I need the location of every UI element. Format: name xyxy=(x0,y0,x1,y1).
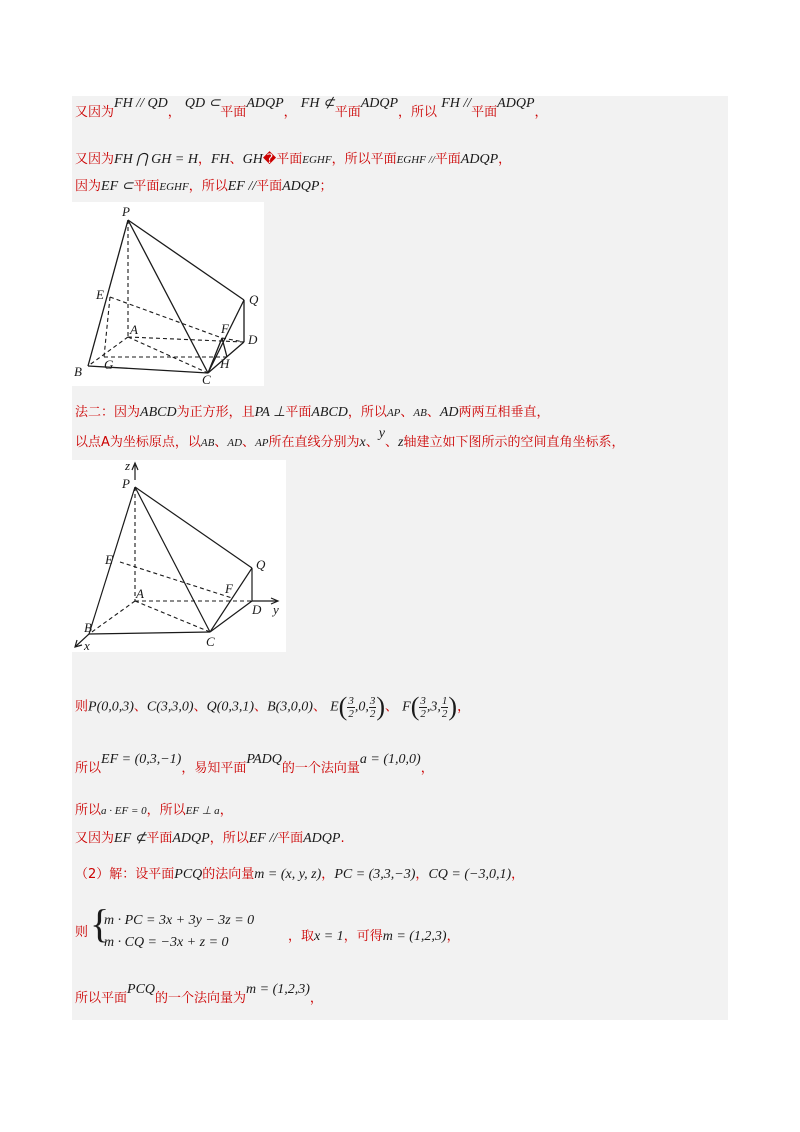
denominator: 2 xyxy=(348,707,354,720)
label-E: E xyxy=(96,287,104,302)
label-F: F xyxy=(225,581,233,596)
text: ，所以 xyxy=(347,405,387,420)
math: ,3, xyxy=(426,699,441,715)
math: ADQP xyxy=(497,96,535,111)
label-P: P xyxy=(122,476,130,491)
math: AP xyxy=(386,407,401,419)
math: EF // xyxy=(227,179,257,194)
text: （2）解：设平面 xyxy=(75,867,175,882)
math: E xyxy=(330,699,339,715)
label-B: B xyxy=(74,364,82,379)
text: ，所以 xyxy=(209,831,249,846)
text: 的一个法向量 xyxy=(281,761,360,776)
label-y: y xyxy=(273,602,279,617)
text: 、 xyxy=(365,435,379,450)
edge-AC xyxy=(135,601,210,632)
system-eq-1 xyxy=(104,912,254,930)
math: x xyxy=(359,435,366,450)
label-Q: Q xyxy=(249,292,259,307)
text: 所以平面 xyxy=(75,991,128,1006)
figure-1 xyxy=(72,202,264,386)
text: 、 xyxy=(254,699,268,715)
text: ，易知平面 xyxy=(181,761,247,776)
math: ADQP xyxy=(360,96,399,111)
math: FH // QD xyxy=(114,96,168,111)
label-P: P xyxy=(122,204,130,219)
math: FH // xyxy=(441,96,472,111)
fraction xyxy=(347,695,355,720)
math: PC = (3,3,−3) xyxy=(334,867,416,882)
text: ， xyxy=(498,152,512,167)
text: 两两互相垂直， xyxy=(458,405,550,420)
math: AD xyxy=(439,405,459,420)
math: P(0,0,3) xyxy=(88,699,134,715)
label-A: A xyxy=(136,586,144,601)
label-C: C xyxy=(202,372,211,386)
math: EGHF // xyxy=(396,154,435,166)
numerator: 3 xyxy=(369,694,376,707)
text: ， xyxy=(457,699,471,715)
equation-1: m · PC = 3x + 3y − 3z = 0 xyxy=(104,913,255,928)
text: ； xyxy=(319,179,333,194)
text: ， xyxy=(420,761,434,776)
line-4 xyxy=(75,404,550,422)
label-A: A xyxy=(130,322,138,337)
math: QD ⊂ xyxy=(184,96,221,111)
edge-AC xyxy=(128,337,208,373)
edge-PQ xyxy=(135,487,252,568)
line-2 xyxy=(75,151,511,169)
text: 则 xyxy=(75,699,89,715)
math: m = (x, y, z) xyxy=(254,867,322,882)
line-5 xyxy=(75,426,625,452)
coordinate-diagram xyxy=(72,460,286,652)
text: 平面 xyxy=(471,105,498,120)
denominator: 2 xyxy=(441,707,448,720)
text: 轴建立如下图所示的空间直角坐标系， xyxy=(403,435,625,450)
math: PCQ xyxy=(127,982,156,997)
text: . xyxy=(340,831,345,846)
edge-AB xyxy=(89,601,135,634)
math: ,0, xyxy=(354,699,369,715)
text: 、 xyxy=(400,405,414,420)
edge-PC xyxy=(128,220,208,373)
math: PADQ xyxy=(246,752,282,767)
math: x = 1 xyxy=(314,929,344,944)
system-brace: { xyxy=(90,901,110,946)
math: C(3,3,0) xyxy=(146,699,194,715)
text: 平面 xyxy=(146,831,173,846)
label-C: C xyxy=(206,634,215,649)
text: 平面 xyxy=(434,152,461,167)
text: 、 xyxy=(312,699,326,715)
denominator: 2 xyxy=(369,707,376,720)
math: z xyxy=(398,435,404,450)
paren: ( xyxy=(338,692,348,721)
label-z: z xyxy=(125,460,131,473)
text: �平面 xyxy=(262,152,303,167)
math: AB xyxy=(413,407,427,419)
text: 、 xyxy=(193,699,207,715)
text: 的法向量 xyxy=(202,867,255,882)
text: 平面 xyxy=(133,179,160,194)
numerator: 1 xyxy=(441,694,448,707)
edge-PC xyxy=(135,487,210,632)
text: ，所以平面 xyxy=(331,152,397,167)
text: 平面 xyxy=(285,405,312,420)
text: ，所以 xyxy=(146,803,186,818)
text: ， xyxy=(219,803,233,818)
math: AD xyxy=(227,437,243,449)
text: 平面 xyxy=(220,105,247,120)
math: a = (1,0,0) xyxy=(359,752,421,767)
math: ADQP xyxy=(172,831,210,846)
text: 以点A为坐标原点，以 xyxy=(75,435,201,450)
math: F xyxy=(402,699,411,715)
math: y xyxy=(378,426,385,441)
paren: ) xyxy=(376,692,386,721)
edge-PB xyxy=(88,220,128,366)
label-G: G xyxy=(104,357,114,372)
math: a · EF = 0 xyxy=(101,805,147,817)
fraction xyxy=(419,695,427,720)
edge-CD xyxy=(210,601,252,632)
math: EF ⊂ xyxy=(101,179,134,194)
math: EF = (0,3,−1) xyxy=(101,752,182,767)
text: 、 xyxy=(229,152,243,167)
line-9 xyxy=(75,830,345,848)
line-11-suffix xyxy=(288,928,460,946)
math: m = (1,2,3) xyxy=(382,929,447,944)
text: ，所以 xyxy=(188,179,228,194)
line-12 xyxy=(75,982,323,1008)
figure-2 xyxy=(72,460,286,652)
label-x: x xyxy=(84,638,90,652)
math: Q(0,3,1) xyxy=(206,699,255,715)
edge-AD xyxy=(128,337,244,342)
numerator: 3 xyxy=(348,694,354,707)
text: 又因为 xyxy=(75,831,115,846)
line-6 xyxy=(75,690,470,725)
label-D: D xyxy=(248,332,258,347)
text: ， xyxy=(309,991,323,1006)
text: 、 xyxy=(384,435,398,450)
paren: ( xyxy=(410,692,420,721)
text: 平面 xyxy=(334,105,361,120)
text: 平面 xyxy=(256,179,283,194)
math: FH xyxy=(210,152,230,167)
math: m = (1,2,3) xyxy=(246,982,310,997)
text: 、 xyxy=(426,405,440,420)
math: AB xyxy=(200,437,215,449)
text: 法二：因为 xyxy=(75,405,141,420)
math: ABCD xyxy=(140,405,177,420)
label-D: D xyxy=(252,602,262,617)
edge-PQ xyxy=(128,220,244,300)
math: ADQP xyxy=(303,831,341,846)
geometry-diagram-1 xyxy=(72,202,264,386)
numerator: 3 xyxy=(420,694,426,707)
math: PA ⊥ xyxy=(254,405,286,420)
text: 所在直线分别为 xyxy=(268,435,360,450)
system-eq-2 xyxy=(104,934,229,952)
paren: ) xyxy=(448,692,458,721)
text: 、 xyxy=(133,699,147,715)
text: 所以 xyxy=(75,803,102,818)
text: 、 xyxy=(214,435,228,450)
edge-QC xyxy=(210,568,252,632)
edge-EF xyxy=(110,297,222,338)
text: 则 xyxy=(75,925,89,940)
math: EF ⊄ xyxy=(114,831,147,846)
math: CQ = (−3,0,1) xyxy=(428,867,512,882)
text: ， xyxy=(415,867,429,882)
text: ，所以 xyxy=(398,105,438,120)
math: B(3,0,0) xyxy=(267,699,313,715)
label-F: F xyxy=(221,321,229,336)
label-E: E xyxy=(105,552,113,567)
math: EGHF xyxy=(302,154,332,166)
math: ADQP xyxy=(246,96,284,111)
math: GH xyxy=(242,152,263,167)
math: PCQ xyxy=(174,867,203,882)
text: 所以 xyxy=(75,761,102,776)
math: FH ⊄ xyxy=(300,96,335,111)
text: 平面 xyxy=(277,831,304,846)
line-8 xyxy=(75,802,233,820)
text: 因为 xyxy=(75,179,102,194)
math: EF // xyxy=(248,831,278,846)
denominator: 2 xyxy=(420,707,426,720)
math: ADQP xyxy=(282,179,320,194)
math: EF ⊥ a xyxy=(185,805,220,817)
text: ， xyxy=(197,152,211,167)
text: ， xyxy=(283,105,297,120)
label-B: B xyxy=(84,620,92,635)
edge-BC xyxy=(89,632,210,634)
label-Q: Q xyxy=(256,557,266,572)
text: ，可得 xyxy=(343,929,383,944)
text: 又因为 xyxy=(75,105,115,120)
math: ABCD xyxy=(311,405,348,420)
text: 为正方形，且 xyxy=(176,405,255,420)
text: 、 xyxy=(385,699,399,715)
math: EGHF xyxy=(159,181,189,193)
equation-2: m · CQ = −3x + z = 0 xyxy=(104,935,229,950)
line-1 xyxy=(75,96,548,122)
text: ， xyxy=(167,105,181,120)
label-H: H xyxy=(220,356,230,371)
text: 的一个法向量为 xyxy=(155,991,247,1006)
math: ADQP xyxy=(460,152,499,167)
line-3 xyxy=(75,178,332,196)
text: ， xyxy=(534,105,548,120)
text: 又因为 xyxy=(75,152,115,167)
text: ， xyxy=(446,929,460,944)
text: ， xyxy=(511,867,525,882)
text: ，取 xyxy=(288,929,315,944)
line-11-prefix xyxy=(75,924,88,942)
text: 、 xyxy=(242,435,256,450)
math: AP xyxy=(255,437,269,449)
line-7 xyxy=(75,752,434,778)
math: FH ⋂ GH = H xyxy=(114,152,198,167)
line-10 xyxy=(75,866,524,884)
text: ， xyxy=(321,867,335,882)
